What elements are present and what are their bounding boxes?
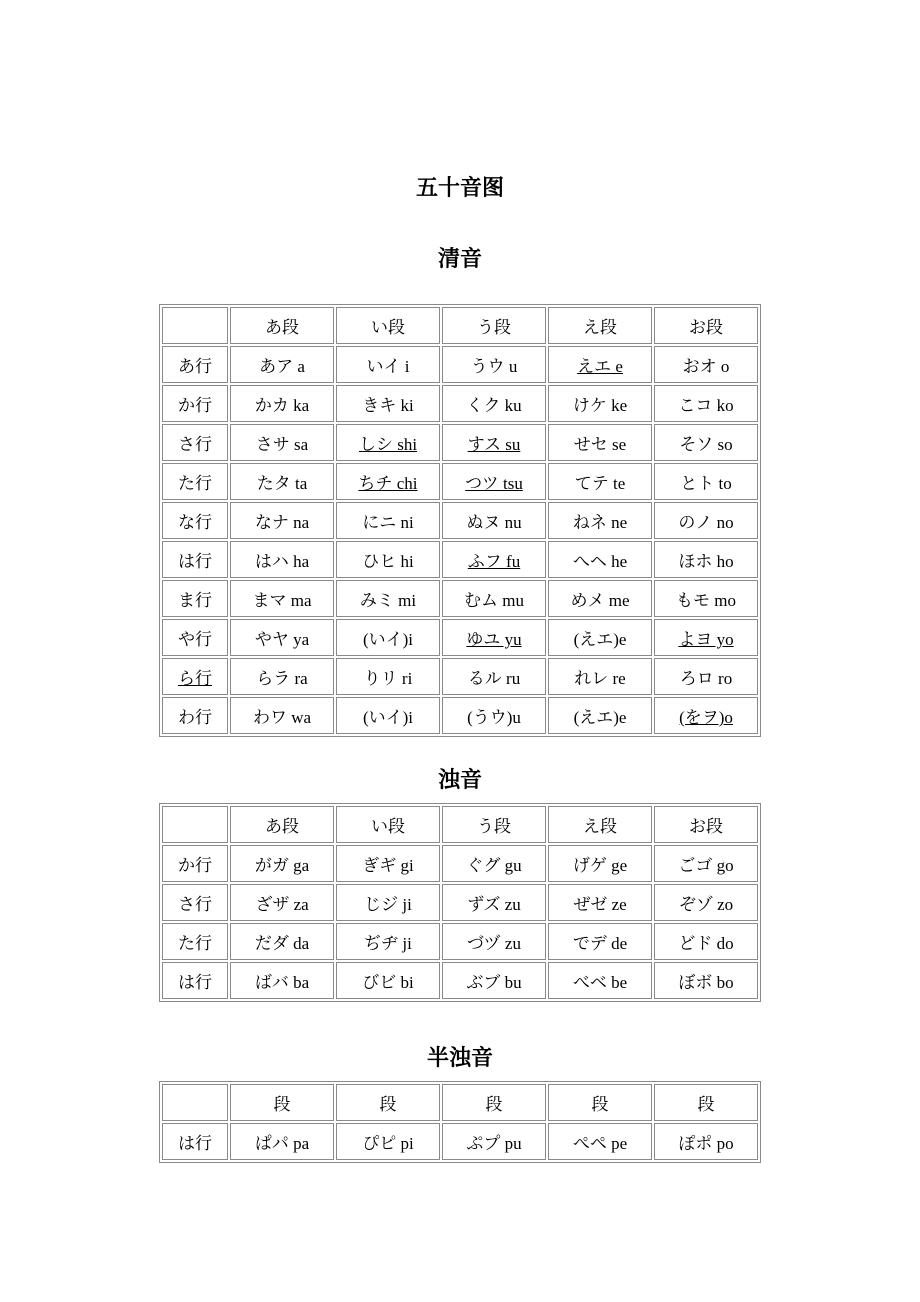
kana-cell [548, 502, 652, 539]
kana-text: もモ mo [676, 591, 736, 610]
kana-text: しシ shi [358, 435, 418, 454]
row-header-label: わ行 [178, 708, 212, 727]
table-row [162, 697, 758, 734]
kana-cell [654, 962, 758, 999]
row-header-label: た行 [178, 474, 212, 493]
kana-cell [442, 884, 546, 921]
row-header [162, 845, 228, 882]
kana-text: びビ bi [362, 973, 414, 992]
row-header [162, 1123, 228, 1160]
row-header-label: ま行 [178, 591, 212, 610]
kana-text: せセ se [573, 435, 627, 454]
kana-text: げゲ ge [572, 856, 628, 875]
kana-text: りリ ri [363, 669, 413, 688]
kana-cell [654, 884, 758, 921]
kana-cell [336, 541, 440, 578]
row-header [162, 424, 228, 461]
table-row [162, 962, 758, 999]
kana-cell [654, 619, 758, 656]
kana-text: みミ mi [359, 591, 417, 610]
kana-cell [442, 502, 546, 539]
kana-text: どド do [678, 934, 734, 953]
corner-cell [162, 307, 228, 344]
kana-cell [442, 463, 546, 500]
table-row [162, 541, 758, 578]
kana-text: へヘ he [572, 552, 628, 571]
kana-cell [230, 424, 334, 461]
kana-cell [442, 619, 546, 656]
kana-text: けケ ke [572, 396, 628, 415]
header-row [162, 806, 758, 843]
kana-cell [336, 502, 440, 539]
column-header: え段 [548, 806, 652, 843]
column-header: あ段 [230, 307, 334, 344]
kana-text: ぜゼ ze [573, 895, 627, 914]
row-header [162, 502, 228, 539]
kana-cell [548, 658, 652, 695]
kana-text: (をヲ)o [679, 708, 733, 727]
kana-text: ぷプ pu [466, 1134, 522, 1153]
kana-text: ほホ ho [678, 552, 734, 571]
kana-cell [442, 1123, 546, 1160]
kana-cell [336, 697, 440, 734]
kana-cell [230, 884, 334, 921]
column-header: お段 [654, 307, 758, 344]
kana-text: かカ ka [254, 396, 310, 415]
kana-cell [654, 385, 758, 422]
kana-cell [336, 923, 440, 960]
kana-cell [336, 463, 440, 500]
kana-cell [548, 619, 652, 656]
kana-text: でデ de [572, 934, 628, 953]
kana-cell [442, 580, 546, 617]
kana-cell [230, 962, 334, 999]
kana-text: きキ ki [362, 396, 414, 415]
column-header: い段 [336, 307, 440, 344]
table-row [162, 424, 758, 461]
table-row [162, 346, 758, 383]
kana-text: (いイ)i [362, 630, 414, 649]
column-header: い段 [336, 806, 440, 843]
kana-text: (いイ)i [362, 708, 414, 727]
kana-cell [336, 884, 440, 921]
kana-text: ぬヌ nu [466, 513, 522, 532]
column-header: う段 [442, 307, 546, 344]
table-row [162, 385, 758, 422]
kana-cell [442, 923, 546, 960]
kana-cell [654, 923, 758, 960]
page-title: 五十音图 [415, 176, 504, 201]
seion-table [159, 304, 761, 737]
kana-text: めメ me [570, 591, 630, 610]
table-row [162, 845, 758, 882]
dakuon-table [159, 803, 761, 1002]
kana-cell [230, 845, 334, 882]
kana-cell [548, 697, 652, 734]
row-header-label: か行 [178, 396, 212, 415]
column-header: 段 [548, 1084, 652, 1121]
section-title-handakuon: 半浊音 [426, 1046, 493, 1071]
header-row [162, 1084, 758, 1121]
row-header [162, 658, 228, 695]
kana-cell [548, 1123, 652, 1160]
kana-text: ぼボ bo [678, 973, 734, 992]
column-header: え段 [548, 307, 652, 344]
kana-text: (うウ)u [467, 708, 521, 727]
kana-cell [442, 658, 546, 695]
kana-text: まマ ma [252, 591, 312, 610]
column-header: う段 [442, 806, 546, 843]
table-row [162, 580, 758, 617]
kana-cell [548, 923, 652, 960]
corner-cell [162, 1084, 228, 1121]
kana-text: なナ na [254, 513, 310, 532]
kana-text: おオ o [682, 357, 730, 376]
kana-cell [230, 619, 334, 656]
kana-text: ふフ fu [467, 552, 521, 571]
kana-text: ぢヂ ji [364, 934, 412, 953]
kana-text: (えエ)e [573, 708, 627, 727]
kana-cell [548, 346, 652, 383]
kana-cell [442, 346, 546, 383]
kana-text: つツ tsu [465, 474, 523, 493]
kana-text: こコ ko [678, 396, 734, 415]
table-row [162, 658, 758, 695]
kana-cell [442, 845, 546, 882]
kana-text: じジ ji [364, 895, 412, 914]
kana-text: べベ be [572, 973, 628, 992]
kana-cell [230, 502, 334, 539]
kana-cell [336, 619, 440, 656]
row-header-label: あ行 [178, 357, 212, 376]
kana-cell [442, 424, 546, 461]
kana-text: さサ sa [255, 435, 309, 454]
kana-cell [548, 845, 652, 882]
column-header: 段 [654, 1084, 758, 1121]
kana-cell [654, 845, 758, 882]
kana-text: ちチ chi [358, 474, 418, 493]
column-header: 段 [336, 1084, 440, 1121]
table-row [162, 463, 758, 500]
kana-cell [654, 463, 758, 500]
kana-cell [230, 1123, 334, 1160]
row-header-label: は行 [178, 552, 212, 571]
kana-cell [230, 923, 334, 960]
kana-cell [230, 697, 334, 734]
row-header-label: は行 [178, 1134, 212, 1153]
row-header [162, 541, 228, 578]
kana-cell [548, 424, 652, 461]
column-header: あ段 [230, 806, 334, 843]
kana-cell [654, 346, 758, 383]
kana-text: ひヒ hi [362, 552, 414, 571]
kana-cell [336, 658, 440, 695]
kana-text: ゆユ yu [466, 630, 522, 649]
kana-text: そソ so [679, 435, 733, 454]
row-header-label: は行 [178, 973, 212, 992]
corner-cell [162, 806, 228, 843]
kana-text: るル ru [467, 669, 521, 688]
kana-text: くク ku [466, 396, 522, 415]
kana-cell [548, 385, 652, 422]
kana-cell [442, 962, 546, 999]
kana-text: えエ e [577, 357, 623, 376]
kana-cell [442, 697, 546, 734]
kana-text: ぴピ pi [362, 1134, 414, 1153]
row-header-label: さ行 [178, 435, 212, 454]
kana-cell [654, 658, 758, 695]
kana-text: (えエ)e [573, 630, 627, 649]
row-header-label: か行 [178, 856, 212, 875]
column-header: 段 [230, 1084, 334, 1121]
kana-text: ざザ za [255, 895, 309, 914]
kana-text: いイ i [366, 357, 410, 376]
kana-cell [548, 962, 652, 999]
kana-cell [230, 541, 334, 578]
kana-cell [654, 1123, 758, 1160]
row-header [162, 923, 228, 960]
kana-text: にニ ni [362, 513, 414, 532]
kana-cell [442, 385, 546, 422]
kana-text: すス su [467, 435, 521, 454]
kana-text: わワ wa [252, 708, 312, 727]
row-header-label: ら行 [178, 669, 212, 688]
kana-cell [654, 580, 758, 617]
kana-cell [548, 541, 652, 578]
kana-cell [442, 541, 546, 578]
kana-text: ずズ zu [467, 895, 521, 914]
column-header: お段 [654, 806, 758, 843]
row-header-label: や行 [178, 630, 212, 649]
kana-text: ぐグ gu [466, 856, 522, 875]
row-header-label: た行 [178, 934, 212, 953]
kana-cell [548, 463, 652, 500]
kana-cell [336, 962, 440, 999]
kana-text: れレ re [574, 669, 626, 688]
kana-text: のノ no [678, 513, 734, 532]
kana-text: むム mu [464, 591, 524, 610]
kana-text: づヅ zu [467, 934, 521, 953]
section-title-dakuon: 浊音 [437, 768, 482, 793]
kana-text: はハ ha [254, 552, 310, 571]
row-header [162, 884, 228, 921]
row-header-label: さ行 [178, 895, 212, 914]
kana-text: ねネ ne [572, 513, 628, 532]
kana-text: ろロ ro [679, 669, 733, 688]
kana-cell [336, 385, 440, 422]
row-header [162, 580, 228, 617]
kana-cell [654, 541, 758, 578]
kana-cell [336, 1123, 440, 1160]
kana-text: たタ ta [256, 474, 308, 493]
kana-text: うウ u [470, 357, 518, 376]
kana-text: ぱパ pa [254, 1134, 310, 1153]
table-row [162, 1123, 758, 1160]
kana-cell [230, 580, 334, 617]
kana-cell [336, 424, 440, 461]
row-header [162, 463, 228, 500]
table-row [162, 502, 758, 539]
kana-text: よヨ yo [678, 630, 734, 649]
kana-text: あア a [259, 357, 305, 376]
kana-text: ぞゾ zo [678, 895, 734, 914]
kana-text: やヤ ya [254, 630, 310, 649]
handakuon-table [159, 1081, 761, 1163]
kana-cell [548, 580, 652, 617]
row-header [162, 385, 228, 422]
kana-text: ぶブ bu [466, 973, 522, 992]
kana-cell [336, 580, 440, 617]
row-header [162, 619, 228, 656]
kana-text: ぽポ po [678, 1134, 734, 1153]
kana-cell [230, 385, 334, 422]
kana-cell [230, 346, 334, 383]
kana-cell [230, 463, 334, 500]
kana-cell [654, 697, 758, 734]
row-header [162, 697, 228, 734]
row-header-label: な行 [178, 513, 212, 532]
table-row [162, 884, 758, 921]
column-header: 段 [442, 1084, 546, 1121]
row-header [162, 346, 228, 383]
kana-text: らラ ra [256, 669, 308, 688]
header-row [162, 307, 758, 344]
table-row [162, 619, 758, 656]
kana-text: ぺペ pe [572, 1134, 628, 1153]
section-title-seion: 清音 [437, 247, 482, 272]
kana-text: ごゴ go [678, 856, 734, 875]
kana-cell [336, 346, 440, 383]
kana-text: ばバ ba [254, 973, 310, 992]
kana-cell [336, 845, 440, 882]
kana-text: とト to [680, 474, 732, 493]
kana-cell [230, 658, 334, 695]
kana-cell [654, 424, 758, 461]
kana-cell [548, 884, 652, 921]
kana-text: ぎギ gi [362, 856, 414, 875]
kana-text: だダ da [254, 934, 310, 953]
kana-cell [654, 502, 758, 539]
row-header [162, 962, 228, 999]
kana-text: がガ ga [254, 856, 310, 875]
kana-text: てテ te [574, 474, 626, 493]
table-row [162, 923, 758, 960]
